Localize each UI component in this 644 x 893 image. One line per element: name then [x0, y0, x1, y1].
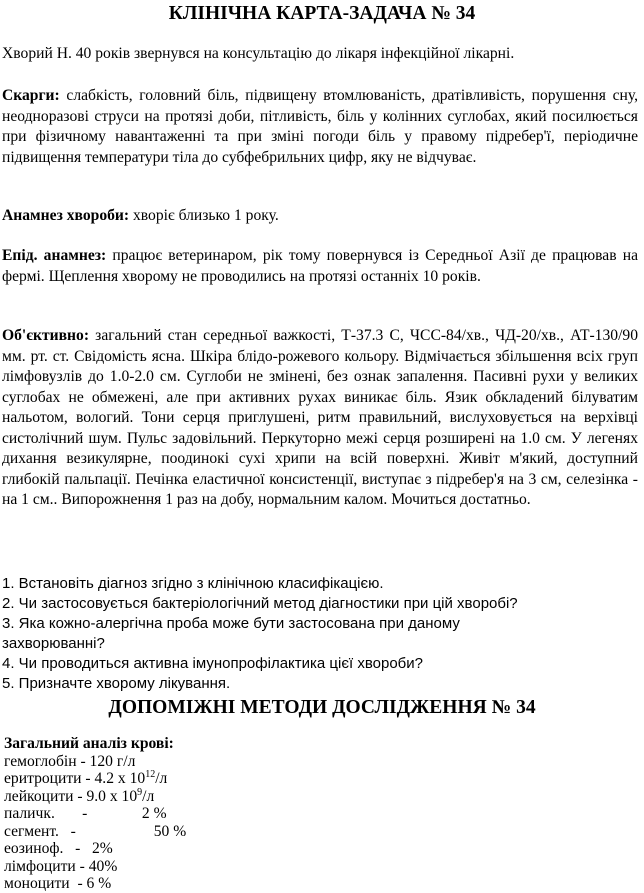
leukocytes-exponent: 9: [137, 786, 143, 798]
complaints-label: Скарги:: [2, 87, 60, 104]
question-1: 1. Встановіть діагноз згідно з клінічною класифікацією.: [2, 575, 384, 592]
document-title: КЛІНІЧНА КАРТА-ЗАДАЧА № 34: [168, 3, 476, 24]
complaints-paragraph: [2, 86, 638, 168]
leukocytes-value: [4, 788, 424, 806]
band-neutrophils-value: паличк. - 2 %: [4, 805, 167, 822]
question-5: 5. Призначте хворому лікування.: [2, 675, 231, 692]
erythrocytes-unit: /л: [155, 770, 168, 787]
objective-paragraph: [2, 326, 638, 511]
question-2: 2. Чи застосовується бактеріологічний метод діагностики при цій хворобі?: [2, 595, 518, 612]
erythrocytes-text: еритроцити - 4.2 х 10: [4, 770, 146, 787]
history-label: Анамнез хвороби:: [2, 207, 130, 224]
objective-label: Об'єктивно:: [2, 327, 90, 344]
segmented-neutrophils-value: сегмент. - 50 %: [4, 822, 187, 840]
questions-list: [2, 574, 638, 694]
lymphocytes-value: лімфоцити - 40%: [4, 857, 118, 875]
monocytes-value: моноцити - 6 %: [4, 875, 112, 892]
question-4: 4. Чи проводиться активна імунопрофілактика цієї хвороби?: [2, 655, 423, 672]
history-text: хворіє близько 1 року.: [129, 207, 279, 224]
eosinophils-value: еозиноф. - 2%: [4, 840, 113, 857]
blood-analysis-heading: Загальний аналіз крові:: [4, 735, 174, 752]
erythrocytes-value: [4, 770, 424, 788]
leukocytes-unit: /л: [142, 787, 155, 805]
history-paragraph: [2, 206, 638, 227]
objective-text: загальний стан середньої важкості, Т-37.3 С, ЧСС-84/хв., ЧД-20/хв., АТ-130/90 мм. рт. ст. Свідомість ясна. Шкіра блідо-рожевого кольору. Відмічається збільшення всіх груп лімфовузлів до 1.0-2.0 см. Суглоби не змінені, без ознак запалення. Пасивні рухи у великих суглобах не обмежені, але при активних рухах виникає біль. Язик обкладений білуватим нальотом, вологий. Тони серця приглушені, ритм правильний, вислуховується на верхівці систолічний шум. Пульс задовільний. Перкуторно межі серця розширені на 1.0 см. У легенях дихання везикулярне, поодинокі сухі хрипи на всій поверхні. Живіт м'який, доступний глибокій пальпації. Печінка еластичної консистенції, виступає з підребер'я на 3 см, селезінка - на 1 см.. Випорожнення 1 раз на добу, нормальним калом. Мочиться достатньо.: [2, 327, 638, 508]
epid-paragraph: [2, 246, 638, 287]
epid-text: працює ветеринаром, рік тому повернувся із Середньої Азії де працював на фермі. Щеплення хворому не проводились на протязі останніх 10 років.: [2, 247, 638, 285]
leukocytes-text: лейкоцити - 9.0 х 10: [4, 787, 138, 805]
blood-analysis: [4, 735, 424, 893]
complaints-text: слабкість, головний біль, підвищену втомлюваність, дратівливість, порушення сну, неодноразові струси на протязі доби, пітливість, біль у колінних суглобах, який посилюється при фізичному навантаженні та при зміні погоди біль у правому підребер'ї, періодичне підвищення температури тіла до субфебрильних цифр, яку не відчуває.: [2, 87, 638, 166]
auxiliary-methods-title: ДОПОМІЖНІ МЕТОДИ ДОСЛІДЖЕННЯ № 34: [108, 697, 536, 718]
question-3-continued: захворюванні?: [2, 635, 105, 652]
erythrocytes-exponent: 12: [145, 769, 156, 780]
epid-label: Епід. анамнез:: [2, 247, 107, 264]
question-3: 3. Яка кожно-алергічна проба може бути застосована при даному: [2, 615, 460, 632]
intro-paragraph: Хворий Н. 40 років звернувся на консультацію до лікаря інфекційної лікарні.: [2, 45, 515, 62]
hemoglobin-value: гемоглобін - 120 г/л: [4, 752, 136, 770]
